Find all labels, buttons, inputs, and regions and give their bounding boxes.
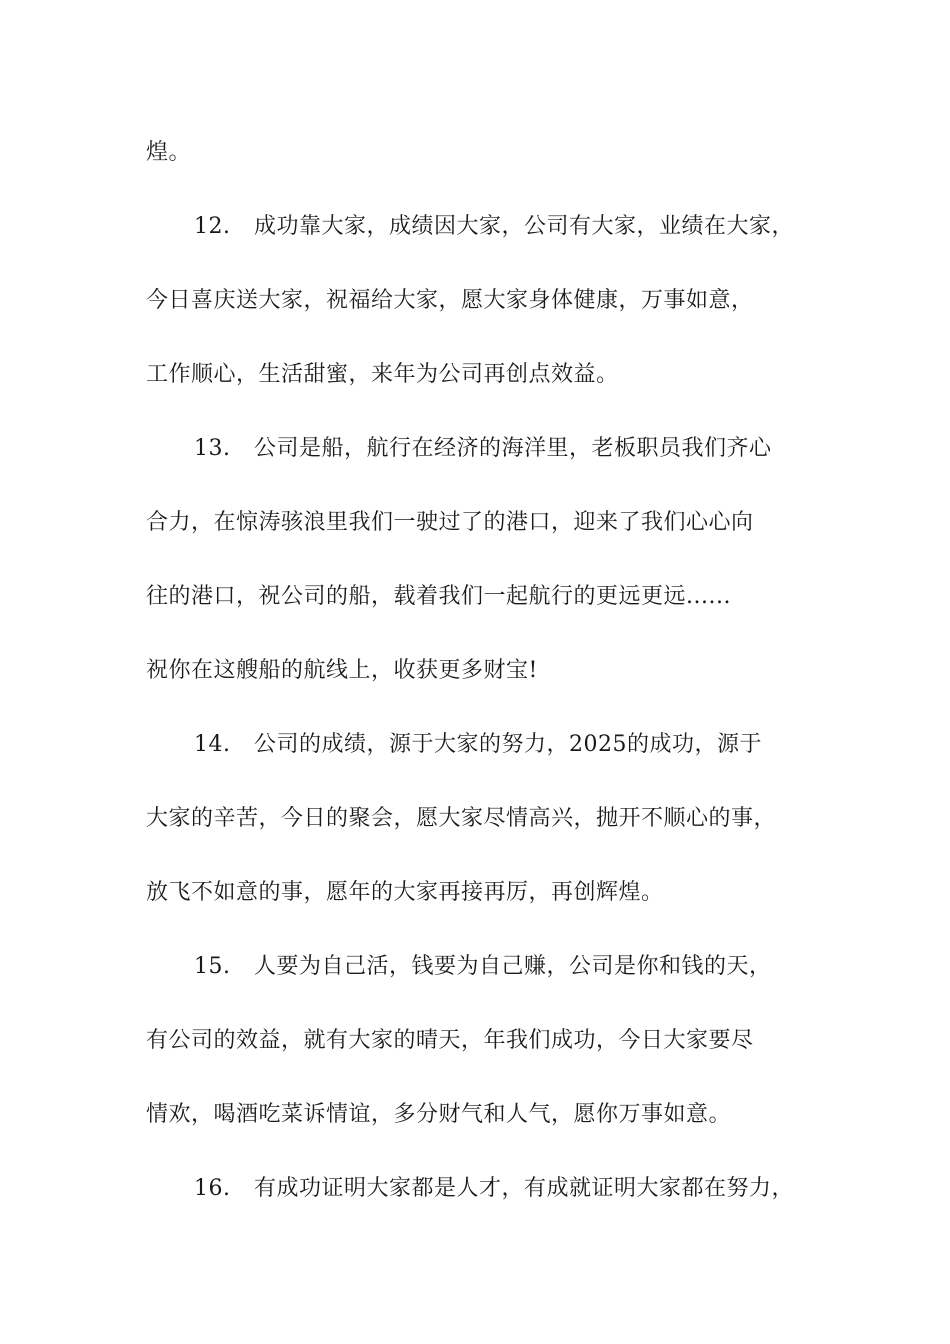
paragraph-number: 15. (194, 954, 231, 979)
paragraph-line: 煌。 (146, 140, 192, 165)
paragraph-line: 今日喜庆送大家，祝福给大家，愿大家身体健康，万事如意， (146, 288, 754, 313)
paragraph-line: 情欢，喝酒吃菜诉情谊，多分财气和人气，愿你万事如意。 (146, 1102, 732, 1127)
paragraph-line: 有公司的效益，就有大家的晴天，年我们成功，今日大家要尽 (146, 1028, 754, 1053)
paragraph-line: 大家的辛苦，今日的聚会，愿大家尽情高兴，抛开不顺心的事， (146, 806, 777, 831)
paragraph-first-line: 14. 公司的成绩，源于大家的努力，2025的成功，源于 (194, 732, 762, 757)
paragraph-first-line: 16. 有成功证明大家都是人才，有成就证明大家都在努力， (194, 1176, 795, 1201)
paragraph-line: 放飞不如意的事，愿年的大家再接再厉，再创辉煌。 (146, 880, 664, 905)
paragraph-line: 合力，在惊涛骇浪里我们一驶过了的港口，迎来了我们心心向 (146, 510, 754, 535)
paragraph-first-line: 15. 人要为自己活，钱要为自己赚，公司是你和钱的天， (194, 954, 772, 979)
paragraph-line: 工作顺心，生活甜蜜，来年为公司再创点效益。 (146, 362, 619, 387)
paragraph-first-line: 13. 公司是船，航行在经济的海洋里，老板职员我们齐心 (194, 436, 772, 461)
paragraph-line: 往的港口，祝公司的船，载着我们一起航行的更远更远...... (146, 584, 731, 609)
paragraph-number: 12. (194, 214, 231, 239)
paragraph-number: 16. (194, 1176, 231, 1201)
paragraph-number: 14. (194, 732, 231, 757)
paragraph-number: 13. (194, 436, 231, 461)
paragraph-line: 祝你在这艘船的航线上，收获更多财宝! (146, 658, 538, 683)
paragraph-first-line: 12. 成功靠大家，成绩因大家，公司有大家，业绩在大家， (194, 214, 795, 239)
